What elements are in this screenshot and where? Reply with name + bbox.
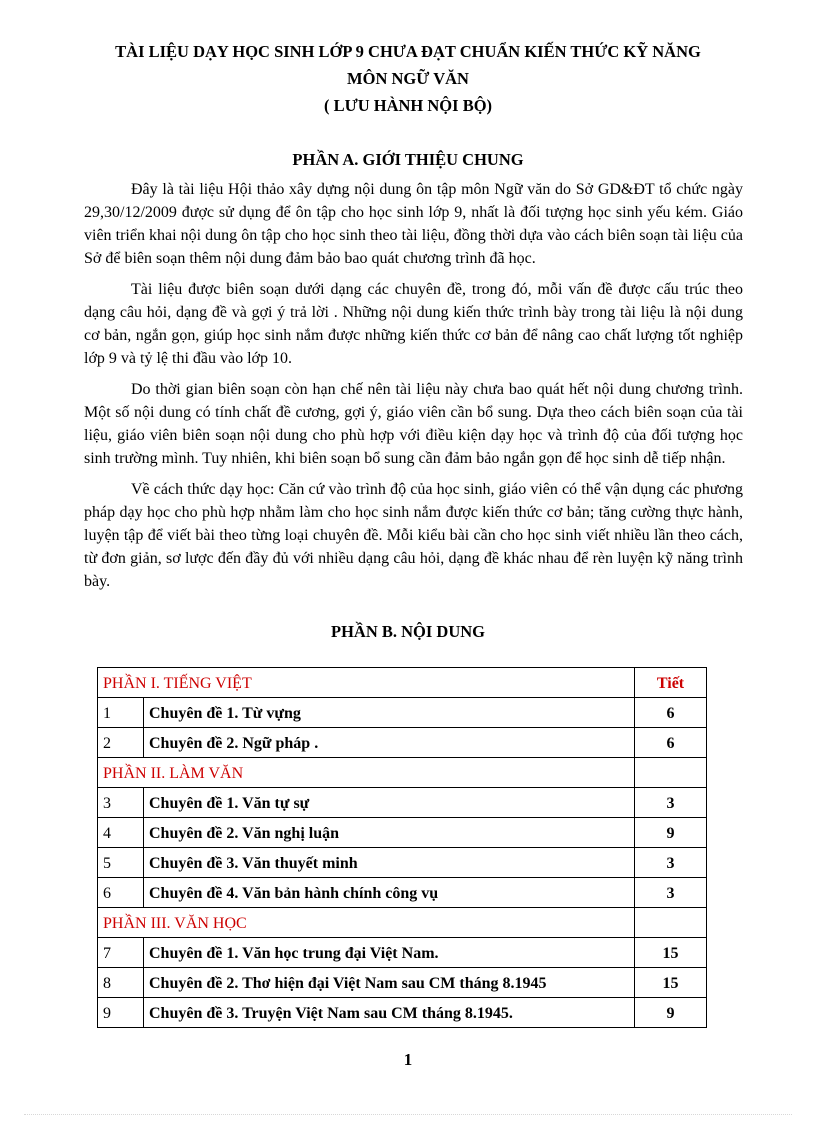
row-hours: 9 [635, 998, 707, 1028]
paragraph: Đây là tài liệu Hội thảo xây dựng nội dung ôn tập môn Ngữ văn do Sở GD&ĐT tổ chức ngày 29,30/12/2009 được sử dụng để ôn tập cho học sinh lớp 9, nhất là đối tượng học sinh yếu kém. Giáo viên triển khai nội dung ôn tập cho học sinh theo tài liệu, đồng thời dựa vào cách biên soạn tài liệu của Sở để biên soạn thêm nội dung đảm bảo bao quát chương trình đã học. [84, 181, 743, 267]
row-topic: Chuyên đề 1. Văn học trung đại Việt Nam. [144, 938, 635, 968]
section-title: PHẦN I. TIẾNG VIỆT [98, 668, 635, 698]
document-title: TÀI LIỆU DẠY HỌC SINH LỚP 9 CHƯA ĐẠT CHUẨN KIẾN THỨC KỸ NĂNG [115, 42, 701, 61]
table-row [98, 938, 707, 968]
table-row [98, 728, 707, 758]
row-hours: 6 [635, 698, 707, 728]
row-hours: 3 [635, 878, 707, 908]
table-row [98, 698, 707, 728]
row-number: 7 [98, 938, 144, 968]
table-section-row [98, 758, 707, 788]
table-row [98, 848, 707, 878]
row-number: 2 [98, 728, 144, 758]
part-a-body [84, 178, 743, 601]
row-number: 8 [98, 968, 144, 998]
empty-cell [635, 908, 707, 938]
table-row [98, 818, 707, 848]
paragraph: Tài liệu được biên soạn dưới dạng các chuyên đề, trong đó, mỗi vấn đề được cấu trúc theo dạng câu hỏi, dạng đề và gợi ý trả lời . Những nội dung kiến thức trình bày trong tài liệu là nội dung cơ bản, ngắn gọn, giúp học sinh nắm được những kiến thức cơ bản để nâng cao chất lượng tốt nghiệp lớp 9 và tỷ lệ thi đầu vào lớp 10. [84, 281, 743, 367]
row-number: 6 [98, 878, 144, 908]
paragraph: Về cách thức dạy học: Căn cứ vào trình độ của học sinh, giáo viên có thể vận dụng các phương pháp dạy học cho phù hợp nhằm làm cho học sinh nắm được kiến thức cơ bản; tăng cường thực hành, luyện tập để viết bài theo từng loại chuyên đề. Mỗi kiểu bài cần cho học sinh viết nhiều lần theo cách, từ đơn giản, sơ lược đến đầy đủ với nhiều dạng câu hỏi, dạng đề khác nhau để rèn luyện kỹ năng trình bày. [84, 481, 743, 590]
row-hours: 15 [635, 968, 707, 998]
row-topic: Chuyên đề 3. Văn thuyết minh [144, 848, 635, 878]
row-hours: 9 [635, 818, 707, 848]
row-topic: Chuyên đề 2. Ngữ pháp . [144, 728, 635, 758]
table-section-row [98, 908, 707, 938]
part-b-title: PHẦN B. NỘI DUNG [330, 622, 485, 641]
row-hours: 3 [635, 848, 707, 878]
table-row [98, 968, 707, 998]
row-topic: Chuyên đề 2. Thơ hiện đại Việt Nam sau CM tháng 8.1945 [144, 968, 635, 998]
content-table [97, 667, 707, 1028]
document-subject: MÔN NGỮ VĂN [347, 69, 469, 88]
hours-column-header: Tiết [635, 668, 707, 698]
row-number: 3 [98, 788, 144, 818]
row-hours: 3 [635, 788, 707, 818]
row-number: 9 [98, 998, 144, 1028]
empty-cell [635, 758, 707, 788]
document-circulation-note: ( LƯU HÀNH NỘI BỘ) [323, 96, 493, 115]
row-hours: 15 [635, 938, 707, 968]
table-row [98, 788, 707, 818]
table-row [98, 878, 707, 908]
section-title: PHẦN III. VĂN HỌC [98, 908, 635, 938]
paragraph: Do thời gian biên soạn còn hạn chế nên tài liệu này chưa bao quát hết nội dung chương trình. Một số nội dung có tính chất đề cương, gợi ý, giáo viên cần bổ sung. Dựa theo cách biên soạn của tài liệu, giáo viên biên soạn nội dung cho phù hợp với điều kiện dạy học và trình độ của đối tượng học sinh trường mình. Tuy nhiên, khi biên soạn bổ sung cần đảm bảo ngắn gọn để học sinh dễ tiếp nhận. [84, 381, 743, 467]
row-topic: Chuyên đề 4. Văn bản hành chính công vụ [144, 878, 635, 908]
row-topic: Chuyên đề 1. Văn tự sự [144, 788, 635, 818]
row-hours: 6 [635, 728, 707, 758]
page-bottom-divider [24, 1114, 792, 1115]
table-section-row [98, 668, 707, 698]
table-row [98, 998, 707, 1028]
row-topic: Chuyên đề 1. Từ vựng [144, 698, 635, 728]
row-topic: Chuyên đề 2. Văn nghị luận [144, 818, 635, 848]
row-number: 1 [98, 698, 144, 728]
page-number: 1 [403, 1050, 413, 1069]
section-title: PHẦN II. LÀM VĂN [98, 758, 635, 788]
row-number: 4 [98, 818, 144, 848]
row-topic: Chuyên đề 3. Truyện Việt Nam sau CM tháng 8.1945. [144, 998, 635, 1028]
part-a-title: PHẦN A. GIỚI THIỆU CHUNG [292, 150, 524, 169]
row-number: 5 [98, 848, 144, 878]
